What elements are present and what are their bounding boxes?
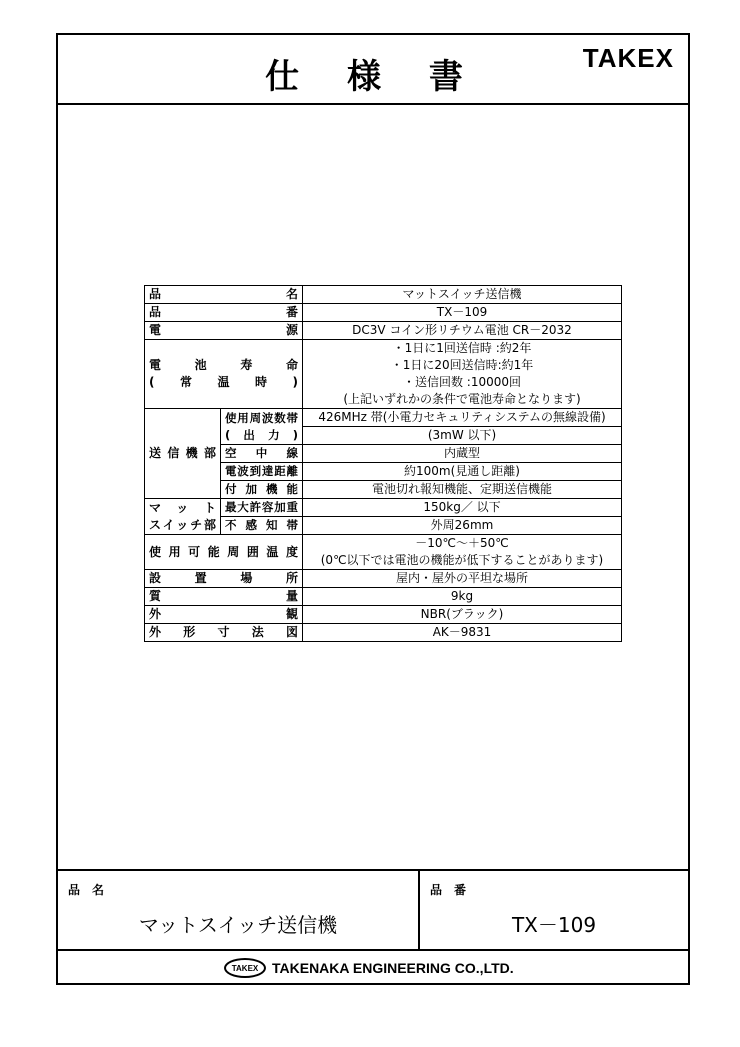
temp-line1: －10℃～＋50℃ <box>415 536 509 550</box>
spec-value: 約100m(見通し距離) <box>303 463 622 481</box>
spec-value: 内蔵型 <box>303 445 622 463</box>
freq-label-line1: 使用周波数帯 <box>225 410 298 425</box>
battery-line: ・送信回数 :10000回 <box>402 375 522 389</box>
table-row <box>145 606 622 624</box>
table-row <box>145 535 622 570</box>
battery-label-line1: 電池寿命 <box>149 358 298 372</box>
footer-number-value: TX－109 <box>511 913 597 937</box>
footer-name-label: 品名 <box>68 883 117 897</box>
mat-group-line2: スイッチ部 <box>149 517 216 532</box>
battery-line: ・1日に1回送信時 :約2年 <box>392 341 532 355</box>
table-row <box>145 499 622 517</box>
document-header <box>58 35 688 105</box>
table-row <box>145 624 622 642</box>
spec-table <box>144 285 622 642</box>
temp-line2: (0℃以下では電池の機能が低下することがあります) <box>320 553 604 567</box>
spec-label: 外観 <box>145 606 303 624</box>
spec-value: マットスイッチ送信機 <box>303 286 622 304</box>
spec-label: 不感知帯 <box>221 517 303 535</box>
spec-value <box>303 535 622 570</box>
table-row <box>145 286 622 304</box>
spec-value: 150kg／ 以下 <box>303 499 622 517</box>
spec-value: AK－9831 <box>303 624 622 642</box>
spec-label: 品番 <box>145 304 303 322</box>
group-label-transmitter: 送信機部 <box>145 409 221 499</box>
freq-label-line2: (出力) <box>225 427 298 442</box>
footer-name-value: マットスイッチ送信機 <box>138 913 338 937</box>
footer-number-label: 品番 <box>430 883 479 897</box>
spec-label: 空中線 <box>221 445 303 463</box>
spec-label: 使用可能周囲温度 <box>145 535 303 570</box>
spec-value: DC3V コイン形リチウム電池 CR－2032 <box>303 322 622 340</box>
company-row <box>58 949 688 983</box>
footer-product-number-cell <box>420 871 688 949</box>
group-label-mat <box>145 499 221 535</box>
brand-logo: TAKEX <box>582 43 674 73</box>
spec-value: 電池切れ報知機能、定期送信機能 <box>303 481 622 499</box>
spec-label <box>145 340 303 409</box>
document-footer <box>58 869 688 983</box>
spec-label: 最大許容加重 <box>221 499 303 517</box>
document-frame <box>56 33 690 985</box>
table-row <box>145 588 622 606</box>
spec-label: 質量 <box>145 588 303 606</box>
company-name: TAKENAKA ENGINEERING CO.,LTD. <box>272 960 514 976</box>
spec-value: 9kg <box>303 588 622 606</box>
battery-line: ・1日に20回送信時:約1年 <box>390 358 534 372</box>
table-row <box>145 340 622 409</box>
footer-product-name-cell <box>58 871 420 949</box>
spec-label <box>221 409 303 445</box>
spec-value: TX－109 <box>303 304 622 322</box>
mat-group-line1: マット <box>149 500 216 515</box>
battery-label-line2: (常温時) <box>149 375 298 389</box>
spec-label: 電波到達距離 <box>221 463 303 481</box>
spec-value: 屋内・屋外の平坦な場所 <box>303 570 622 588</box>
spec-label: 電源 <box>145 322 303 340</box>
spec-value: 426MHz 帯(小電力セキュリティシステムの無線設備) <box>303 409 622 427</box>
table-row <box>145 304 622 322</box>
company-logo-icon: TAKEX <box>224 958 266 978</box>
spec-value: NBR(ブラック) <box>303 606 622 624</box>
spec-value: (3mW 以下) <box>303 427 622 445</box>
table-row <box>145 570 622 588</box>
spec-value <box>303 340 622 409</box>
document-title: 仕 様 書 <box>265 57 481 97</box>
spec-label: 外形寸法図 <box>145 624 303 642</box>
table-row <box>145 322 622 340</box>
spec-value: 外周26mm <box>303 517 622 535</box>
spec-label: 設置場所 <box>145 570 303 588</box>
spec-label: 品名 <box>145 286 303 304</box>
table-row <box>145 409 622 427</box>
battery-line: (上記いずれかの条件で電池寿命となります) <box>343 392 581 406</box>
spec-label: 付加機能 <box>221 481 303 499</box>
